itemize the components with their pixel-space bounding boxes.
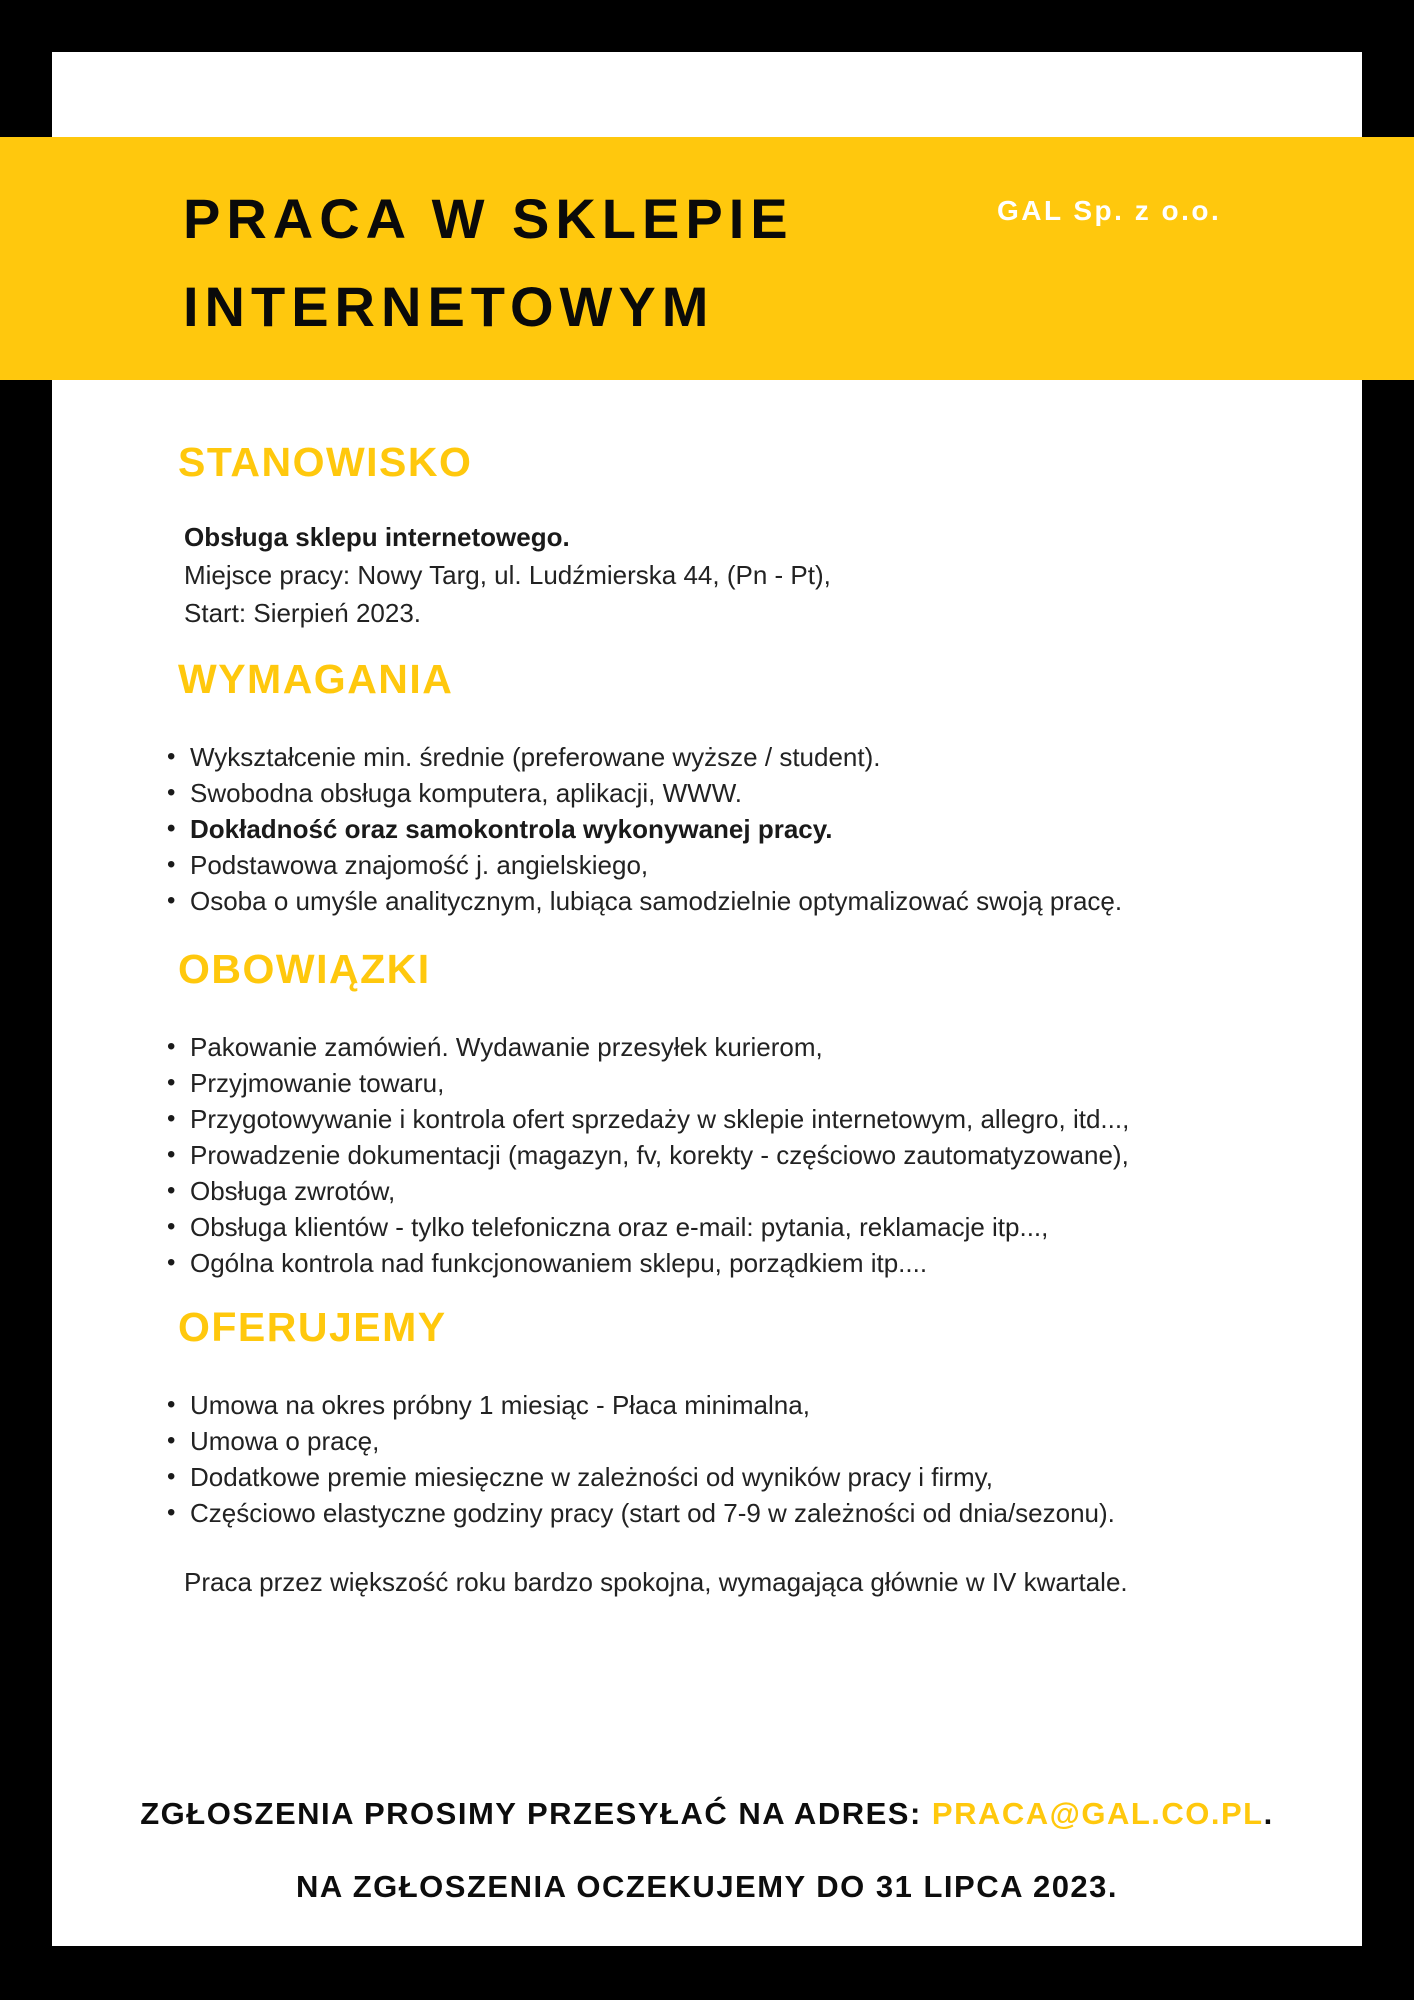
requirement-item: • Podstawowa znajomość j. angielskiego,: [178, 847, 1308, 883]
applications-line: [52, 1794, 1362, 1834]
section-heading-oferujemy: OFERUJEMY: [178, 1304, 447, 1350]
requirement-item: • Osoba o umyśle analitycznym, lubiąca samodzielnie optymalizować swoją pracę.: [178, 883, 1308, 919]
duty-item: • Przygotowywanie i kontrola ofert sprzedaży w sklepie internetowym, allegro, itd...,: [178, 1101, 1308, 1137]
section-wymagania: [178, 657, 1308, 919]
section-heading-stanowisko: STANOWISKO: [178, 439, 473, 485]
requirement-item: • Wykształcenie min. średnie (preferowane wyższe / student).: [178, 739, 1308, 775]
duties-list: [178, 1029, 1308, 1281]
section-heading-wymagania: WYMAGANIA: [178, 656, 454, 702]
offer-item: • Umowa na okres próbny 1 miesiąc - Płaca minimalna,: [178, 1387, 1308, 1423]
section-stanowisko: [178, 440, 1308, 632]
duty-item: • Pakowanie zamówień. Wydawanie przesyłek kurierom,: [178, 1029, 1308, 1065]
section-obowiazki: [178, 947, 1308, 1281]
header-band: [0, 137, 1414, 380]
deadline-line: NA ZGŁOSZENIA OCZEKUJEMY DO 31 LIPCA 2023.: [295, 1869, 1119, 1904]
stanowisko-body: [184, 518, 1308, 632]
offer-item: • Umowa o pracę,: [178, 1423, 1308, 1459]
offer-list: [178, 1387, 1308, 1531]
email-link[interactable]: PRACA@GAL.CO.PL: [931, 1796, 1264, 1831]
section-oferujemy: [178, 1305, 1308, 1601]
position-line: Obsługa sklepu internetowego.: [184, 522, 570, 552]
applications-text: ZGŁOSZENIA PROSIMY PRZESYŁAĆ NA ADRES:: [140, 1796, 932, 1831]
duty-item: • Przyjmowanie towaru,: [178, 1065, 1308, 1101]
duty-item: • Prowadzenie dokumentacji (magazyn, fv, korekty - częściowo zautomatyzowane),: [178, 1137, 1308, 1173]
requirement-item: • Dokładność oraz samokontrola wykonywanej pracy.: [178, 811, 1308, 847]
company-name: GAL Sp. z o.o.: [997, 195, 1222, 226]
duty-item: • Obsługa klientów - tylko telefoniczna oraz e-mail: pytania, reklamacje itp...,: [178, 1209, 1308, 1245]
job-title-line-2: INTERNETOWYM: [183, 275, 715, 338]
job-title: [183, 175, 794, 351]
job-title-line-1: PRACA W SKLEPIE: [183, 187, 794, 250]
duty-item: • Ogólna kontrola nad funkcjonowaniem sklepu, porządkiem itp....: [178, 1245, 1308, 1281]
location-line: Miejsce pracy: Nowy Targ, ul. Ludźmierska 44, (Pn - Pt),: [184, 560, 831, 590]
offer-item: • Dodatkowe premie miesięczne w zależności od wyników pracy i firmy,: [178, 1459, 1308, 1495]
requirement-item: • Swobodna obsługa komputera, aplikacji, WWW.: [178, 775, 1308, 811]
duty-item: • Obsługa zwrotów,: [178, 1173, 1308, 1209]
start-date-line: Start: Sierpień 2023.: [184, 598, 422, 628]
note-paragraph: Praca przez większość roku bardzo spokojna, wymagająca głównie w IV kwartale.: [184, 1567, 1128, 1597]
applications-period: .: [1263, 1796, 1274, 1831]
requirements-list: [178, 739, 1308, 919]
section-heading-obowiazki: OBOWIĄZKI: [178, 946, 431, 992]
offer-item: • Częściowo elastyczne godziny pracy (start od 7-9 w zależności od dnia/sezonu).: [178, 1495, 1308, 1531]
